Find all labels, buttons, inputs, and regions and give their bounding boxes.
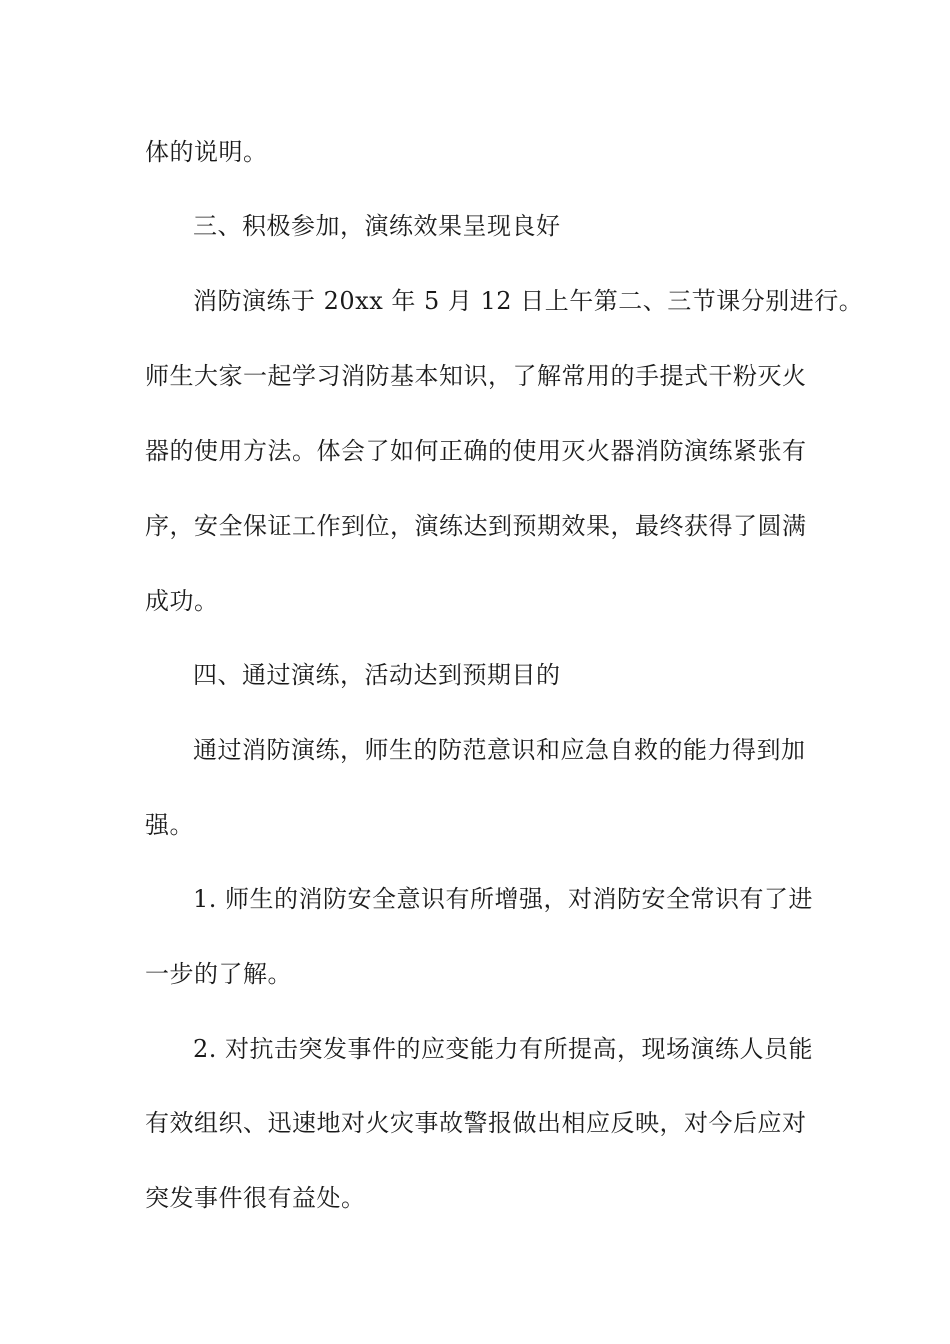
list-item: 1. 师生的消防安全意识有所增强，对消防安全常识有了进	[193, 885, 814, 913]
list-item: 2. 对抗击突发事件的应变能力有所提高，现场演练人员能	[193, 1035, 814, 1063]
text-line: 有效组织、迅速地对火灾事故警报做出相应反映，对今后应对	[145, 1109, 807, 1137]
text-line: 通过消防演练，师生的防范意识和应急自救的能力得到加	[193, 736, 806, 764]
text-line: 师生大家一起学习消防基本知识，了解常用的手提式干粉灭火	[145, 362, 807, 390]
section-heading: 四、通过演练，活动达到预期目的	[193, 661, 561, 689]
text-line: 消防演练于 20xx 年 5 月 12 日上午第二、三节课分别进行。	[193, 287, 864, 315]
section-heading: 三、积极参加，演练效果呈现良好	[193, 212, 561, 240]
text-line: 成功。	[145, 587, 219, 615]
text-line: 一步的了解。	[145, 960, 292, 988]
text-line: 突发事件很有益处。	[145, 1184, 366, 1212]
text-line: 强。	[145, 811, 194, 839]
text-line: 体的说明。	[145, 138, 268, 166]
text-line: 序，安全保证工作到位，演练达到预期效果，最终获得了圆满	[145, 512, 807, 540]
text-line: 器的使用方法。体会了如何正确的使用灭火器消防演练紧张有	[145, 437, 807, 465]
